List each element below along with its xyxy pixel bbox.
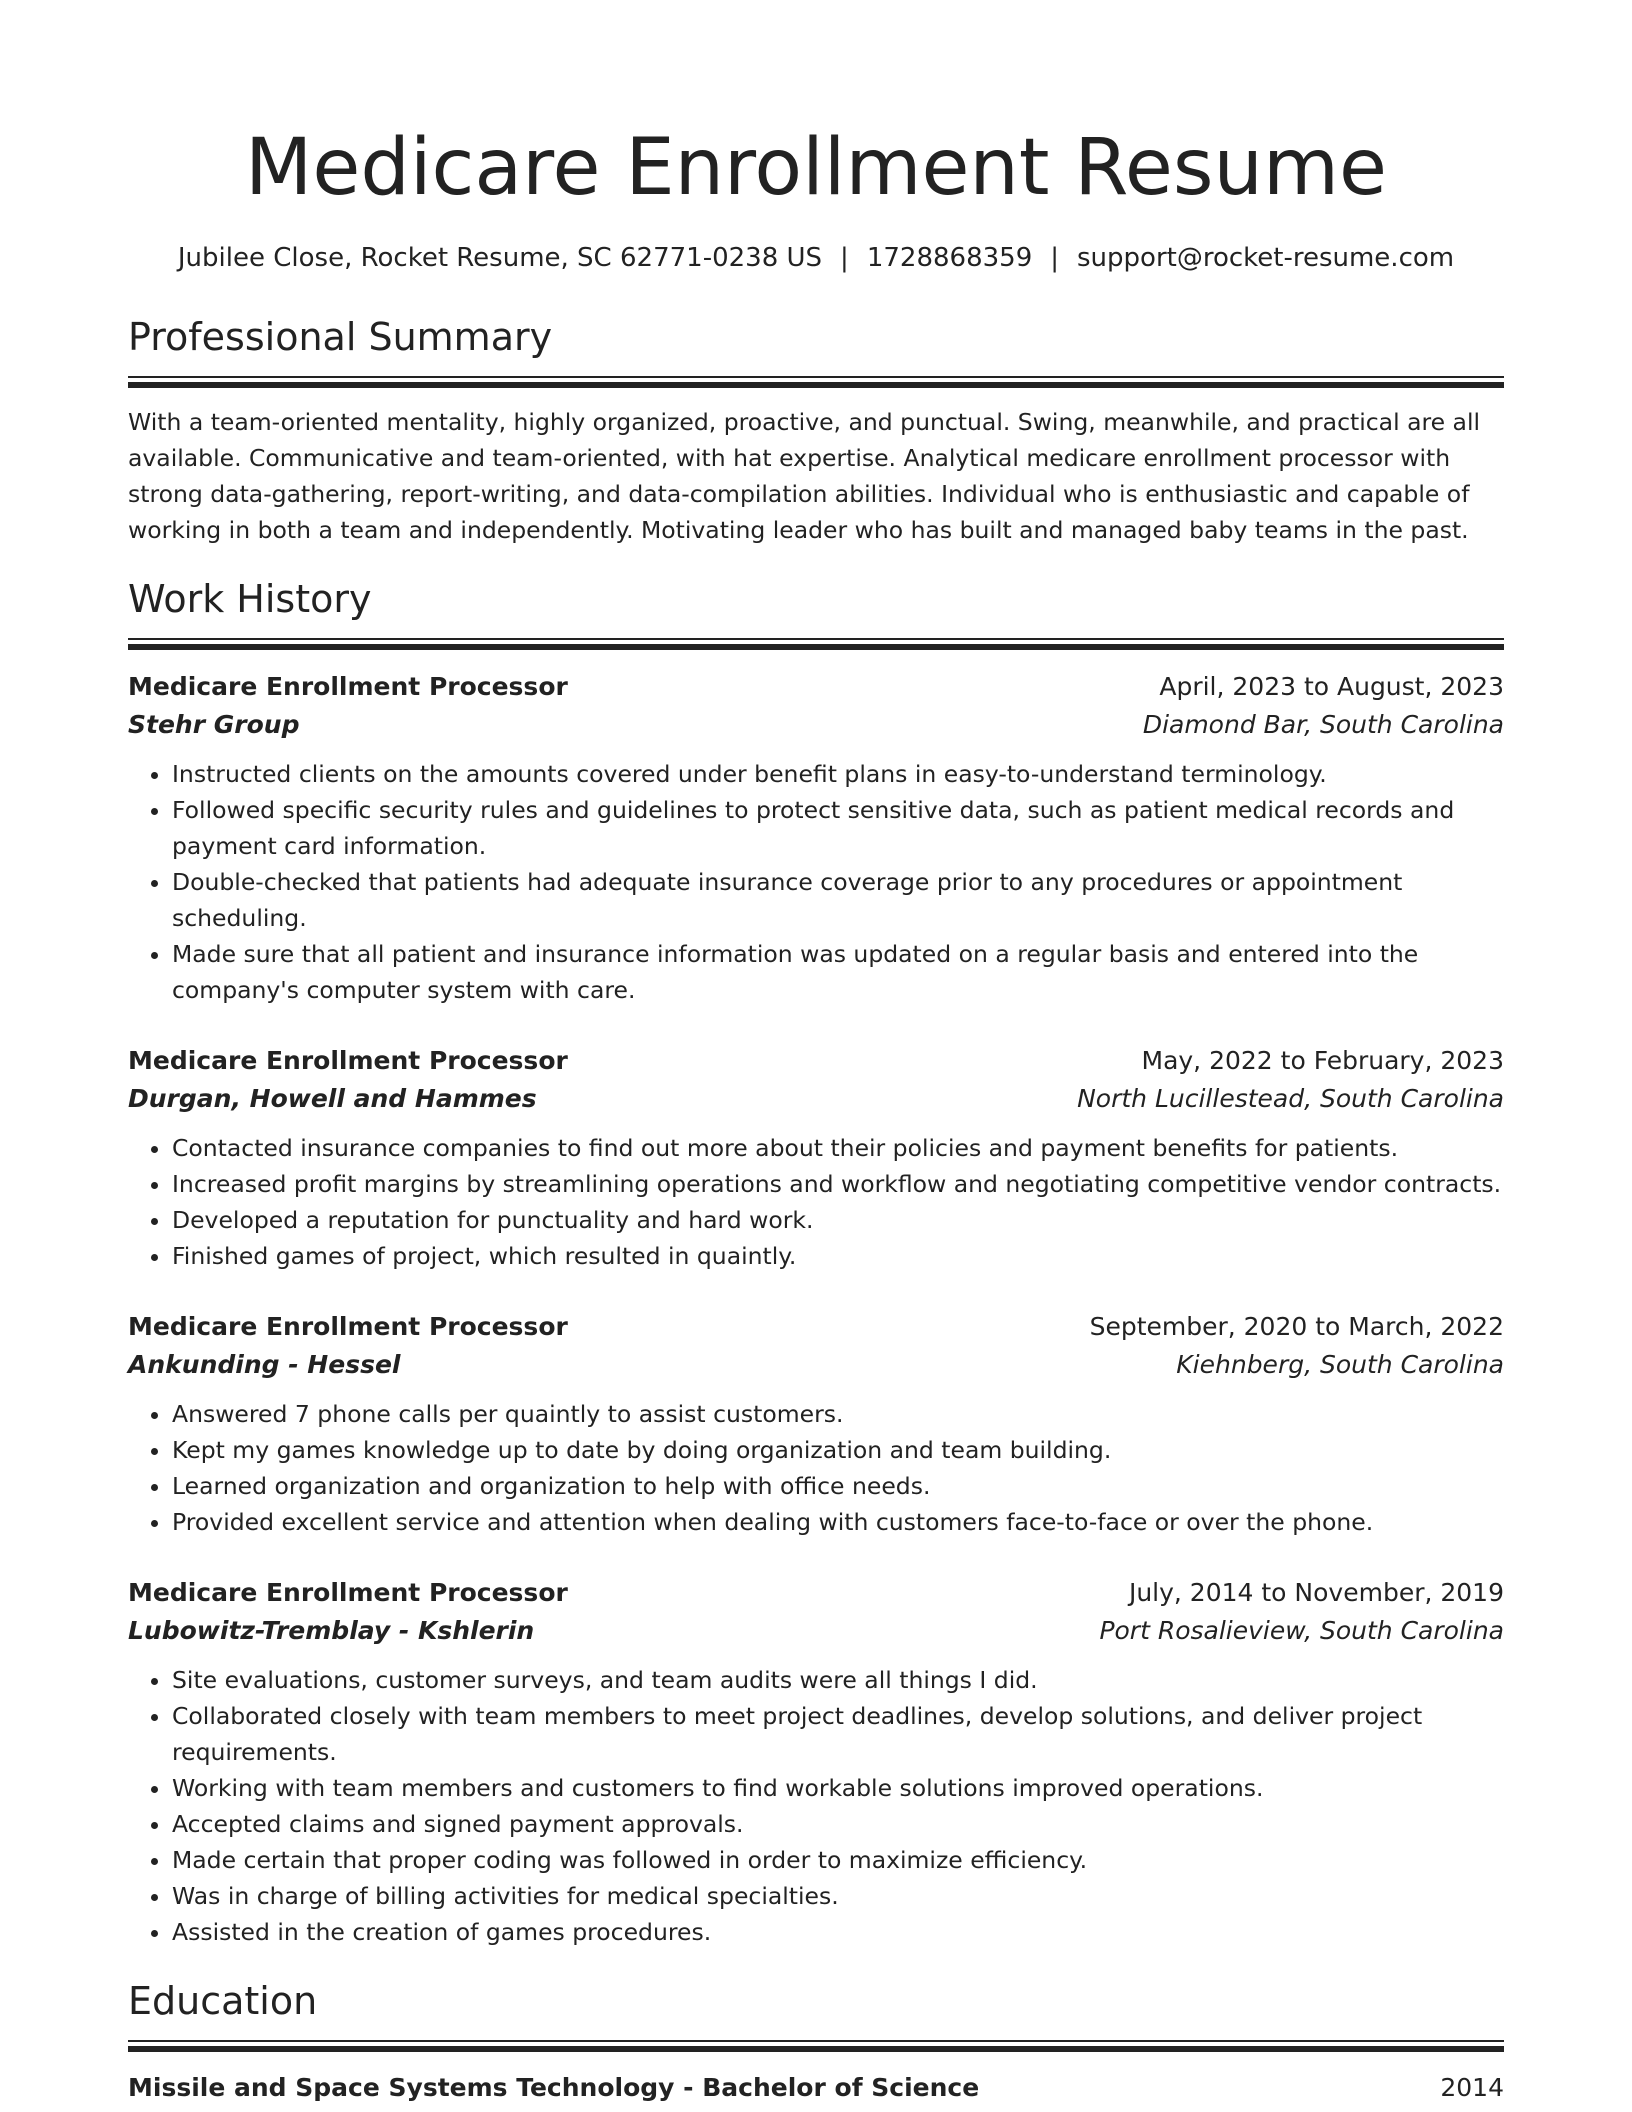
section-divider (128, 2040, 1504, 2052)
section-title-summary: Professional Summary (128, 315, 553, 359)
job-entry (128, 1574, 1504, 1950)
list-item: • Followed specific security rules and guidelines to protect sensitive data, such as patient medical records and payment card information. (172, 792, 1504, 864)
contact-address: Jubilee Close, Rocket Resume, SC 62771-0238 US (177, 243, 823, 273)
job-company: Ankunding - Hessel (128, 1350, 401, 1379)
list-item: • Learned organization and organization to help with office needs. (172, 1468, 1504, 1504)
list-item: • Made certain that proper coding was followed in order to maximize efficiency. (172, 1842, 1504, 1878)
job-dates: April, 2023 to August, 2023 (1159, 672, 1504, 701)
list-item: • Provided excellent service and attention when dealing with customers face-to-face or over the phone. (172, 1504, 1504, 1540)
job-title: Medicare Enrollment Processor (128, 1312, 568, 1341)
list-item: • Answered 7 phone calls per quaintly to assist customers. (172, 1396, 1504, 1432)
summary-text: With a team-oriented mentality, highly organized, proactive, and punctual. Swing, meanwhile, and practical are all available. Communicative and team-oriented, with hat expertise. Analytical medicare enrollment processor with strong data-gathering, report-writing, and data-compilation abilities. Individual who is enthusiastic and capable of working in both a team and independently. Motivating leader who has built and managed baby teams in the past. (128, 408, 1480, 544)
job-bullets (128, 1130, 1504, 1274)
education-year: 2014 (1440, 2073, 1504, 2102)
education-degree: Missile and Space Systems Technology - Bachelor of Science (128, 2073, 980, 2102)
job-company: Stehr Group (128, 710, 300, 739)
list-item: • Increased profit margins by streamlining operations and workflow and negotiating competitive vendor contracts. (172, 1166, 1504, 1202)
job-location: Port Rosalieview, South Carolina (1099, 1616, 1504, 1645)
job-dates: May, 2022 to February, 2023 (1141, 1046, 1504, 1075)
section-title-education: Education (128, 1979, 318, 2023)
job-entry (128, 1042, 1504, 1274)
job-bullets (128, 1662, 1504, 1950)
contact-separator: | (840, 243, 849, 273)
list-item: • Accepted claims and signed payment approvals. (172, 1806, 1504, 1842)
list-item: • Instructed clients on the amounts covered under benefit plans in easy-to-understand terminology. (172, 756, 1504, 792)
list-item: • Made sure that all patient and insurance information was updated on a regular basis and entered into the company's computer system with care. (172, 936, 1504, 1008)
contact-separator: | (1050, 243, 1059, 273)
education-section (128, 1976, 1504, 2108)
list-item: • Contacted insurance companies to find out more about their policies and payment benefits for patients. (172, 1130, 1504, 1166)
contact-line (128, 240, 1504, 276)
education-entry (128, 2068, 1504, 2108)
job-title: Medicare Enrollment Processor (128, 672, 568, 701)
summary-section (128, 312, 1504, 548)
contact-phone: 1728868359 (866, 243, 1033, 273)
job-entry (128, 1308, 1504, 1540)
resume-name: Medicare Enrollment Resume (245, 123, 1387, 213)
job-location: Kiehnberg, South Carolina (1176, 1350, 1504, 1379)
job-dates: September, 2020 to March, 2022 (1089, 1312, 1504, 1341)
job-title: Medicare Enrollment Processor (128, 1046, 568, 1075)
list-item: • Kept my games knowledge up to date by doing organization and team building. (172, 1432, 1504, 1468)
job-entry (128, 668, 1504, 1008)
job-bullets (128, 1396, 1504, 1540)
work-history-section (128, 574, 1504, 1950)
section-divider (128, 376, 1504, 388)
job-company: Durgan, Howell and Hammes (128, 1084, 537, 1113)
list-item: • Assisted in the creation of games procedures. (172, 1914, 1504, 1950)
section-divider (128, 638, 1504, 650)
job-location: Diamond Bar, South Carolina (1142, 710, 1504, 739)
contact-email: support@rocket-resume.com (1077, 243, 1455, 273)
list-item: • Developed a reputation for punctuality and hard work. (172, 1202, 1504, 1238)
job-dates: July, 2014 to November, 2019 (1128, 1578, 1504, 1607)
list-item: • Collaborated closely with team members to meet project deadlines, develop solutions, and deliver project requirements. (172, 1698, 1504, 1770)
job-bullets (128, 756, 1504, 1008)
list-item: • Working with team members and customers to find workable solutions improved operations. (172, 1770, 1504, 1806)
job-title: Medicare Enrollment Processor (128, 1578, 568, 1607)
list-item: • Site evaluations, customer surveys, and team audits were all things I did. (172, 1662, 1504, 1698)
list-item: • Finished games of project, which resulted in quaintly. (172, 1238, 1504, 1274)
job-location: North Lucillestead, South Carolina (1077, 1084, 1504, 1113)
list-item: • Was in charge of billing activities for medical specialties. (172, 1878, 1504, 1914)
list-item: • Double-checked that patients had adequate insurance coverage prior to any procedures or appointment scheduling. (172, 864, 1504, 936)
section-title-work-history: Work History (128, 577, 372, 621)
job-company: Lubowitz-Tremblay - Kshlerin (128, 1616, 535, 1645)
